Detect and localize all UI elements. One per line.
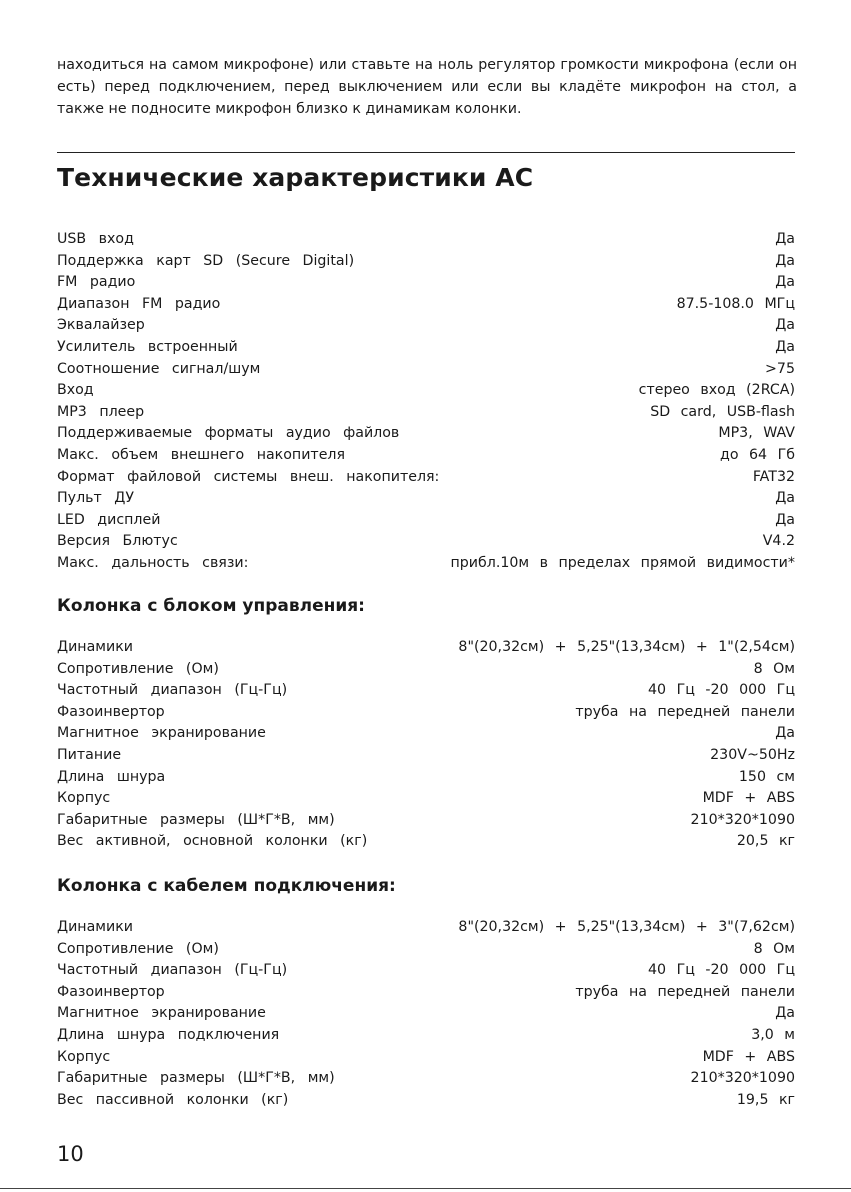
- spec-label: Формат файловой системы внеш. накопителя:: [57, 468, 440, 485]
- spec-value: Да: [775, 317, 795, 334]
- spec-label: Вес активной, основной колонки (кг): [57, 833, 368, 850]
- spec-label: Корпус: [57, 790, 111, 807]
- spec-value: >75: [765, 360, 795, 377]
- spec-label: Магнитное экранирование: [57, 1005, 266, 1022]
- spec-row: [57, 553, 795, 575]
- spec-row: [57, 1003, 795, 1025]
- spec-label: Вес пассивной колонки (кг): [57, 1091, 289, 1108]
- spec-value: 19,5 кг: [736, 1091, 795, 1108]
- spec-label: Длина шнура подключения: [57, 1026, 280, 1043]
- spec-row: [57, 939, 795, 961]
- spec-row: [57, 423, 795, 445]
- spec-row: [57, 960, 795, 982]
- spec-label: Габаритные размеры (Ш*Г*В, мм): [57, 1070, 335, 1087]
- spec-value: 8"(20,32см) + 5,25"(13,34см) + 3"(7,62см): [458, 919, 795, 935]
- spec-row: [57, 659, 795, 681]
- spec-value: 8 Ом: [753, 940, 795, 957]
- spec-label: FM радио: [57, 274, 136, 291]
- spec-value: Да: [775, 338, 795, 355]
- spec-row: [57, 745, 795, 767]
- spec-label: Версия Блютус: [57, 533, 178, 550]
- spec-label: Корпус: [57, 1048, 111, 1065]
- intro-paragraph: находиться на самом микрофоне) или ставьте на ноль регулятор громкости микрофона (если он есть) перед подключением, перед выключением или если вы кладёте микрофон на стол, а также не подносите микрофон близко к динамикам колонки.: [57, 57, 797, 117]
- spec-row: [57, 251, 795, 273]
- spec-label: Частотный диапазон (Гц-Гц): [57, 962, 288, 979]
- spec-label: Фазоинвертор: [57, 983, 165, 1000]
- spec-label: Эквалайзер: [57, 317, 145, 334]
- spec-value: MDF + ABS: [702, 1048, 795, 1065]
- spec-row: [57, 1025, 795, 1047]
- section-divider: [57, 152, 795, 153]
- spec-label: Вход: [57, 382, 94, 399]
- spec-value: труба на передней панели: [575, 703, 795, 720]
- spec-label: Сопротивление (Ом): [57, 660, 219, 677]
- spec-row: [57, 359, 795, 381]
- spec-row: [57, 788, 795, 810]
- spec-row: [57, 315, 795, 337]
- spec-label: Магнитное экранирование: [57, 725, 266, 742]
- spec-value: Да: [775, 725, 795, 742]
- spec-label: Соотношение сигнал/шум: [57, 360, 261, 377]
- spec-value: 87.5-108.0 МГц: [676, 295, 795, 312]
- spec-value: 150 см: [738, 768, 795, 785]
- spec-value: прибл.10м в пределах прямой видимости*: [450, 554, 795, 571]
- spec-value: FAT32: [752, 468, 795, 485]
- cable-spec-table: [57, 917, 795, 1111]
- spec-row: [57, 445, 795, 467]
- spec-row: [57, 1047, 795, 1069]
- spec-value: 8"(20,32см) + 5,25"(13,34см) + 1"(2,54см): [458, 639, 795, 655]
- spec-label: Динамики: [57, 919, 133, 935]
- spec-label: USB вход: [57, 231, 134, 247]
- spec-label: Длина шнура: [57, 768, 166, 785]
- spec-value: стерео вход (2RCA): [638, 382, 795, 399]
- spec-value: MDF + ABS: [702, 790, 795, 807]
- spec-value: 3,0 м: [751, 1026, 795, 1043]
- page-bottom-border: [0, 1188, 851, 1189]
- spec-value: Да: [775, 252, 795, 269]
- spec-label: Диапазон FM радио: [57, 295, 221, 312]
- spec-row: [57, 294, 795, 316]
- spec-row: [57, 810, 795, 832]
- spec-row: [57, 488, 795, 510]
- spec-row: [57, 337, 795, 359]
- spec-row: [57, 510, 795, 532]
- spec-value: 210*320*1090: [690, 1070, 795, 1087]
- spec-label: Габаритные размеры (Ш*Г*В, мм): [57, 811, 335, 828]
- cable-section-heading: Колонка с кабелем подключения:: [57, 876, 396, 896]
- page-number: 10: [57, 1142, 84, 1166]
- spec-row: [57, 982, 795, 1004]
- spec-value: труба на передней панели: [575, 983, 795, 1000]
- general-spec-table: [57, 229, 795, 575]
- spec-row: [57, 1090, 795, 1112]
- spec-value: 20,5 кг: [736, 833, 795, 850]
- spec-row: [57, 467, 795, 489]
- spec-label: Пульт ДУ: [57, 490, 134, 507]
- spec-row: [57, 702, 795, 724]
- spec-row: [57, 380, 795, 402]
- spec-label: Поддерживаемые форматы аудио файлов: [57, 425, 400, 442]
- control-section-heading: Колонка с блоком управления:: [57, 596, 365, 616]
- spec-row: [57, 917, 795, 939]
- page-title: Технические характеристики АС: [57, 163, 534, 192]
- spec-label: Макс. объем внешнего накопителя: [57, 446, 346, 463]
- spec-value: Да: [775, 1005, 795, 1022]
- spec-value: до 64 Гб: [720, 446, 795, 463]
- spec-label: Сопротивление (Ом): [57, 940, 219, 957]
- spec-label: MP3 плеер: [57, 403, 145, 420]
- spec-row: [57, 680, 795, 702]
- spec-row: [57, 723, 795, 745]
- spec-label: Питание: [57, 746, 122, 763]
- spec-value: 8 Ом: [753, 660, 795, 677]
- spec-row: [57, 767, 795, 789]
- spec-row: [57, 1068, 795, 1090]
- spec-value: 40 Гц -20 000 Гц: [648, 682, 795, 699]
- spec-value: SD card, USB-flash: [650, 403, 795, 420]
- spec-row: [57, 637, 795, 659]
- spec-value: Да: [775, 490, 795, 507]
- spec-row: [57, 402, 795, 424]
- spec-label: Усилитель встроенный: [57, 338, 238, 355]
- spec-row: [57, 272, 795, 294]
- spec-label: Макс. дальность связи:: [57, 554, 249, 571]
- spec-row: [57, 531, 795, 553]
- spec-label: Частотный диапазон (Гц-Гц): [57, 682, 288, 699]
- spec-row: [57, 229, 795, 251]
- spec-value: 40 Гц -20 000 Гц: [648, 962, 795, 979]
- spec-label: LED дисплей: [57, 511, 161, 528]
- spec-value: V4.2: [762, 533, 795, 550]
- spec-label: Фазоинвертор: [57, 703, 165, 720]
- spec-label: Динамики: [57, 639, 133, 655]
- spec-value: 230V~50Hz: [710, 746, 795, 763]
- spec-value: Да: [775, 231, 795, 247]
- control-spec-table: [57, 637, 795, 853]
- spec-value: Да: [775, 511, 795, 528]
- spec-label: Поддержка карт SD (Secure Digital): [57, 252, 355, 269]
- spec-value: 210*320*1090: [690, 811, 795, 828]
- spec-row: [57, 831, 795, 853]
- spec-value: Да: [775, 274, 795, 291]
- spec-value: MP3, WAV: [718, 425, 795, 442]
